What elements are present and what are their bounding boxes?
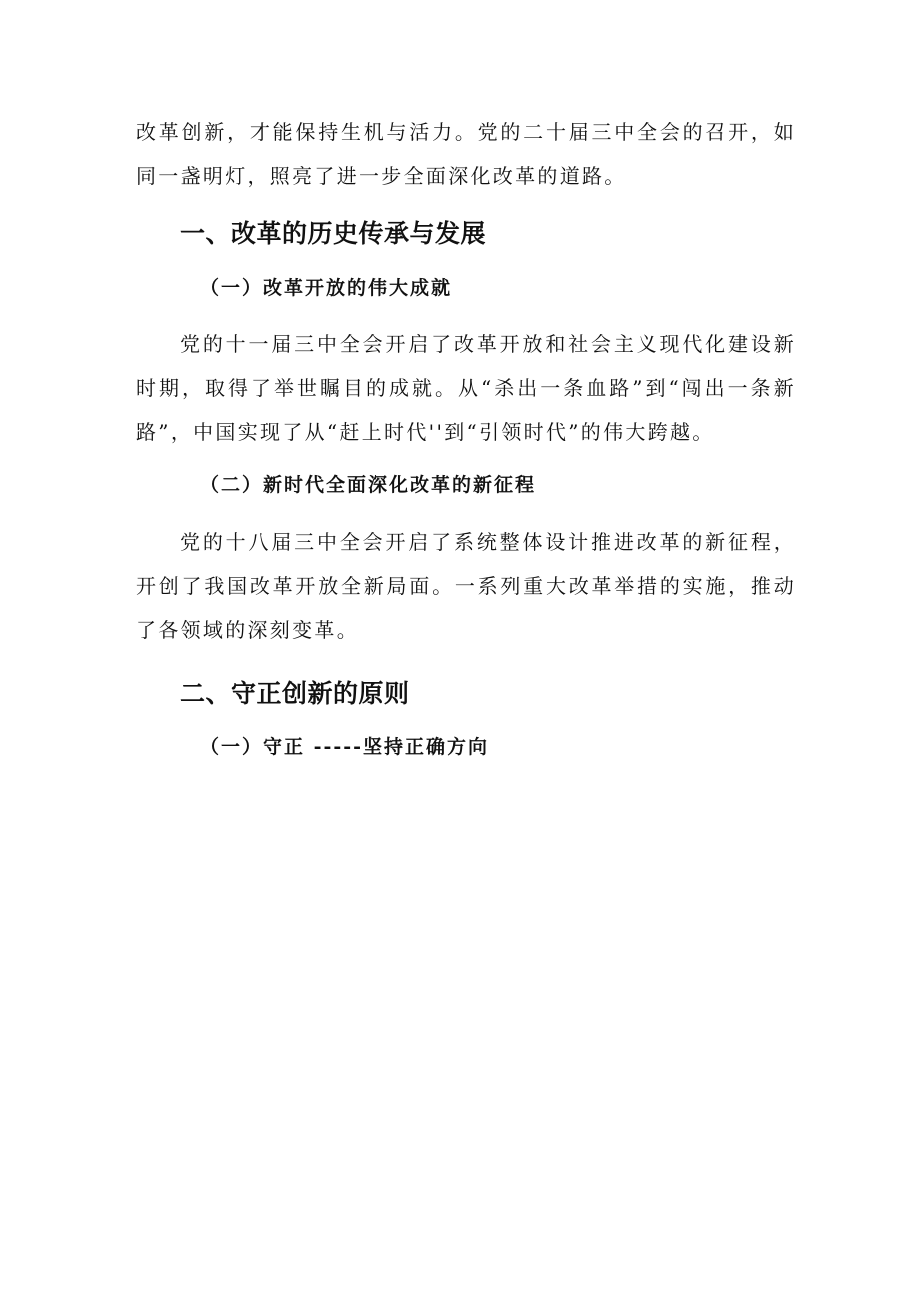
section-heading-1: 一、改革的历史传承与发展 [180,219,487,248]
subsection-heading-2-1: （一）守正 -----坚持正确方向 [200,736,490,758]
subsection-heading-1-1: （一）改革开放的伟大成就 [200,277,453,299]
subsection-heading-1-2: （二）新时代全面深化改革的新征程 [200,474,537,496]
section-heading-2: 二、守正创新的原则 [180,679,410,708]
paragraph-1-1: 党的十一届三中全会开启了改革开放和社会主义现代化建设新时期，取得了举世瞩目的成就。从“杀出一条血路”到“闯出一条新路”，中国实现了从“赶上时代''到“引领时代”的伟大跨越。 [136,332,796,444]
intro-paragraph: 改革创新，才能保持生机与活力。党的二十届三中全会的召开，如同一盏明灯，照亮了进一步全面深化改革的道路。 [136,120,796,188]
paragraph-1-2: 党的十八届三中全会开启了系统整体设计推进改革的新征程，开创了我国改革开放全新局面。一系列重大改革举措的实施，推动了各领域的深刻变革。 [136,530,796,642]
